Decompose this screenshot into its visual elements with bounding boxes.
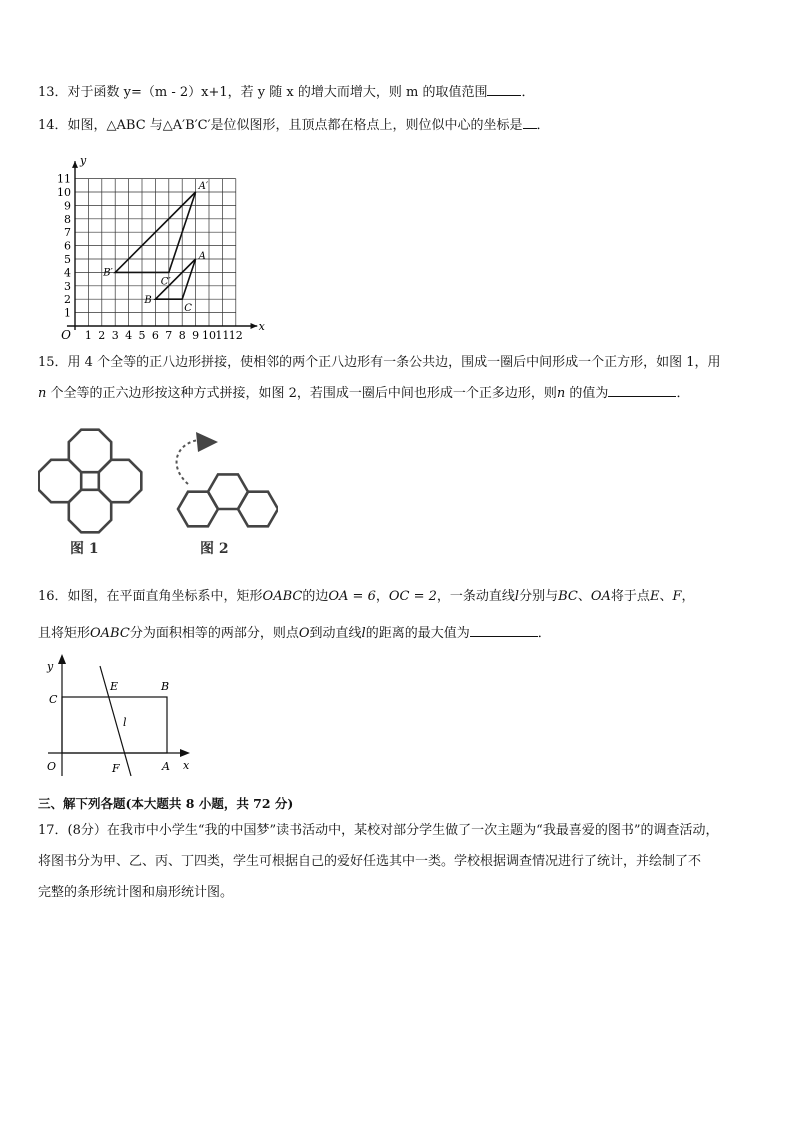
x-tick-label: 12 (228, 329, 243, 342)
vertex-label: B (144, 295, 152, 307)
q15-answer-blank[interactable] (608, 383, 676, 397)
fig16-a-label: A (162, 760, 170, 773)
question-16-line-1 (38, 588, 695, 606)
q15-line2-b: 的值为 (565, 386, 609, 401)
fig16-l-label: l (123, 716, 127, 729)
q16-l: l (514, 589, 520, 604)
q16-answer-blank[interactable] (470, 623, 538, 637)
rectangle-oabc (62, 697, 167, 753)
y-axis-arrow-icon (58, 654, 66, 664)
q16-f: F (672, 589, 682, 604)
vertex-label: A (198, 251, 206, 262)
vertex-label: A′ (198, 181, 209, 192)
q16-o: O (298, 626, 310, 641)
vertex-label: C′ (160, 276, 171, 288)
y-tick-label: 8 (64, 212, 71, 226)
octagon (39, 460, 81, 502)
fig2-label: 图 2 (200, 541, 229, 557)
y-tick-label: 3 (64, 279, 71, 293)
origin-label: O (61, 328, 71, 342)
q16-l1e: 将于点 (610, 589, 650, 604)
y-tick-label: 5 (64, 253, 71, 266)
q16-l2a: 且将矩形 (38, 626, 91, 641)
q16-l1c: ，一条动直线 (436, 589, 515, 604)
q16-e: E (649, 589, 660, 604)
q13-answer-blank[interactable] (487, 82, 521, 96)
q15-var-n2: n (556, 386, 566, 401)
q13-text: 13．对于函数 y=（m - 2）x+1，若 y 随 x 的增大而增大，则 m 的取值范围 (38, 85, 488, 100)
q17-line3: 完整的条形统计图和扇形统计图。 (38, 885, 234, 900)
q17-line2: 将图书分为甲、乙、丙、丁四类，学生可根据自己的爱好任选其中一类。学校根据调查情况进行了统计，并绘制了不 (38, 854, 702, 869)
q16-l-2: l (361, 626, 366, 641)
question-13 (38, 82, 534, 102)
q14-end: ． (536, 118, 550, 133)
q16-oa-eq: OA = 6 (328, 589, 376, 604)
x-tick-label: 11 (215, 329, 230, 342)
y-axis-label: y (80, 153, 87, 167)
q14-answer-blank[interactable] (523, 115, 537, 129)
q16-rect-2: OABC (90, 626, 130, 641)
q15-end: ． (676, 386, 690, 401)
q16-comma: ， (375, 589, 389, 604)
question-17-line-3 (38, 884, 233, 902)
section-3-text: 三、解下列各题(本大题共 8 小题，共 72 分) (38, 796, 294, 811)
q16-oc-eq: OC = 2 (388, 589, 437, 604)
hexagon (238, 492, 278, 527)
vertex-label: C (184, 303, 192, 315)
question-17-line-1 (38, 822, 718, 840)
fig16-e-label: E (110, 680, 119, 693)
fig1-label: 图 1 (70, 541, 99, 557)
q16-l2d: 的距离的最大值为 (365, 626, 470, 641)
q16-rectangle-figure (40, 652, 200, 782)
arrow-head-icon (196, 432, 218, 452)
y-tick-label: 2 (64, 293, 71, 307)
x-tick-label: 6 (151, 329, 159, 342)
question-17-line-2 (38, 853, 701, 871)
question-15-line-2 (38, 383, 689, 403)
q14-grid-figure (35, 140, 270, 345)
q16-end: ． (537, 626, 551, 641)
x-tick-label: 5 (138, 329, 146, 342)
x-tick-label: 8 (178, 329, 186, 342)
vertex-label: B′ (103, 267, 113, 279)
q16-l2c: 到动直线 (309, 626, 362, 641)
question-15-line-1 (38, 354, 720, 372)
q15-line2-a: 个全等的正六边形按这种方式拼接，如图 2，若围成一圈后中间也形成一个正多边形，则 (46, 386, 557, 401)
y-tick-label: 10 (57, 186, 71, 199)
y-axis-arrow-icon (72, 161, 78, 168)
q17-line1: 17．(8分）在我市中小学生“我的中国梦”读书活动中，某校对部分学生做了一次主题为“我最喜爱的图书”的调查活动， (38, 823, 719, 838)
x-axis-arrow-icon (180, 749, 190, 757)
q16-bc: BC (558, 589, 578, 604)
q13-end: ． (521, 85, 535, 100)
fig16-o-label: O (47, 760, 57, 773)
x-tick-label: 1 (84, 329, 92, 342)
rotation-arrow-icon (177, 440, 198, 484)
q16-comma2: 、 (659, 589, 673, 604)
x-tick-label: 4 (125, 329, 133, 342)
y-tick-label: 7 (64, 226, 71, 240)
x-tick-label: 10 (202, 329, 216, 342)
q15-figures (38, 426, 278, 561)
section-3-title (38, 795, 293, 813)
q16-l1f: ， (681, 589, 695, 604)
y-tick-label: 9 (64, 199, 71, 213)
q16-oa: OA (590, 589, 611, 604)
q14-text: 14．如图，△ABC 与△A′B′C′是位似图形，且顶点都在格点上，则位似中心的坐标是 (38, 118, 523, 133)
x-axis-arrow-icon (251, 323, 258, 329)
q16-sep: 、 (577, 589, 591, 604)
q16-rect: OABC (262, 589, 303, 604)
q16-l1d: 分别与 (519, 589, 559, 604)
figure-2-hexagons (178, 474, 278, 526)
figure-1-octagons (39, 430, 142, 533)
y-tick-label: 11 (57, 172, 71, 186)
fig16-x-label: x (183, 759, 190, 772)
q15-line1: 15．用 4 个全等的正八边形拼接，使相邻的两个正八边形有一条公共边，围成一圈后中间形成一个正方形，如图 1，用 (38, 355, 721, 370)
fig16-f-label: F (112, 762, 120, 775)
x-tick-label: 7 (165, 329, 173, 342)
x-tick-label: 3 (111, 329, 119, 342)
q16-l1b: 的边 (302, 589, 329, 604)
q16-l2b: 分为面积相等的两部分，则点 (129, 626, 299, 641)
q16-l1a: 16．如图，在平面直角坐标系中，矩形 (38, 589, 263, 604)
y-tick-label: 4 (64, 266, 71, 280)
x-tick-label: 9 (192, 329, 200, 342)
q15-var-n: n (38, 386, 47, 401)
question-14 (38, 115, 550, 135)
fig16-c-label: C (49, 693, 58, 706)
fig16-y-label: y (47, 660, 54, 673)
y-tick-label: 6 (64, 239, 71, 253)
x-axis-label: x (258, 320, 265, 333)
question-16-line-2 (38, 623, 551, 643)
y-tick-label: 1 (64, 306, 71, 320)
x-tick-label: 2 (98, 329, 106, 342)
center-square (81, 472, 99, 490)
fig16-b-label: B (161, 680, 170, 693)
